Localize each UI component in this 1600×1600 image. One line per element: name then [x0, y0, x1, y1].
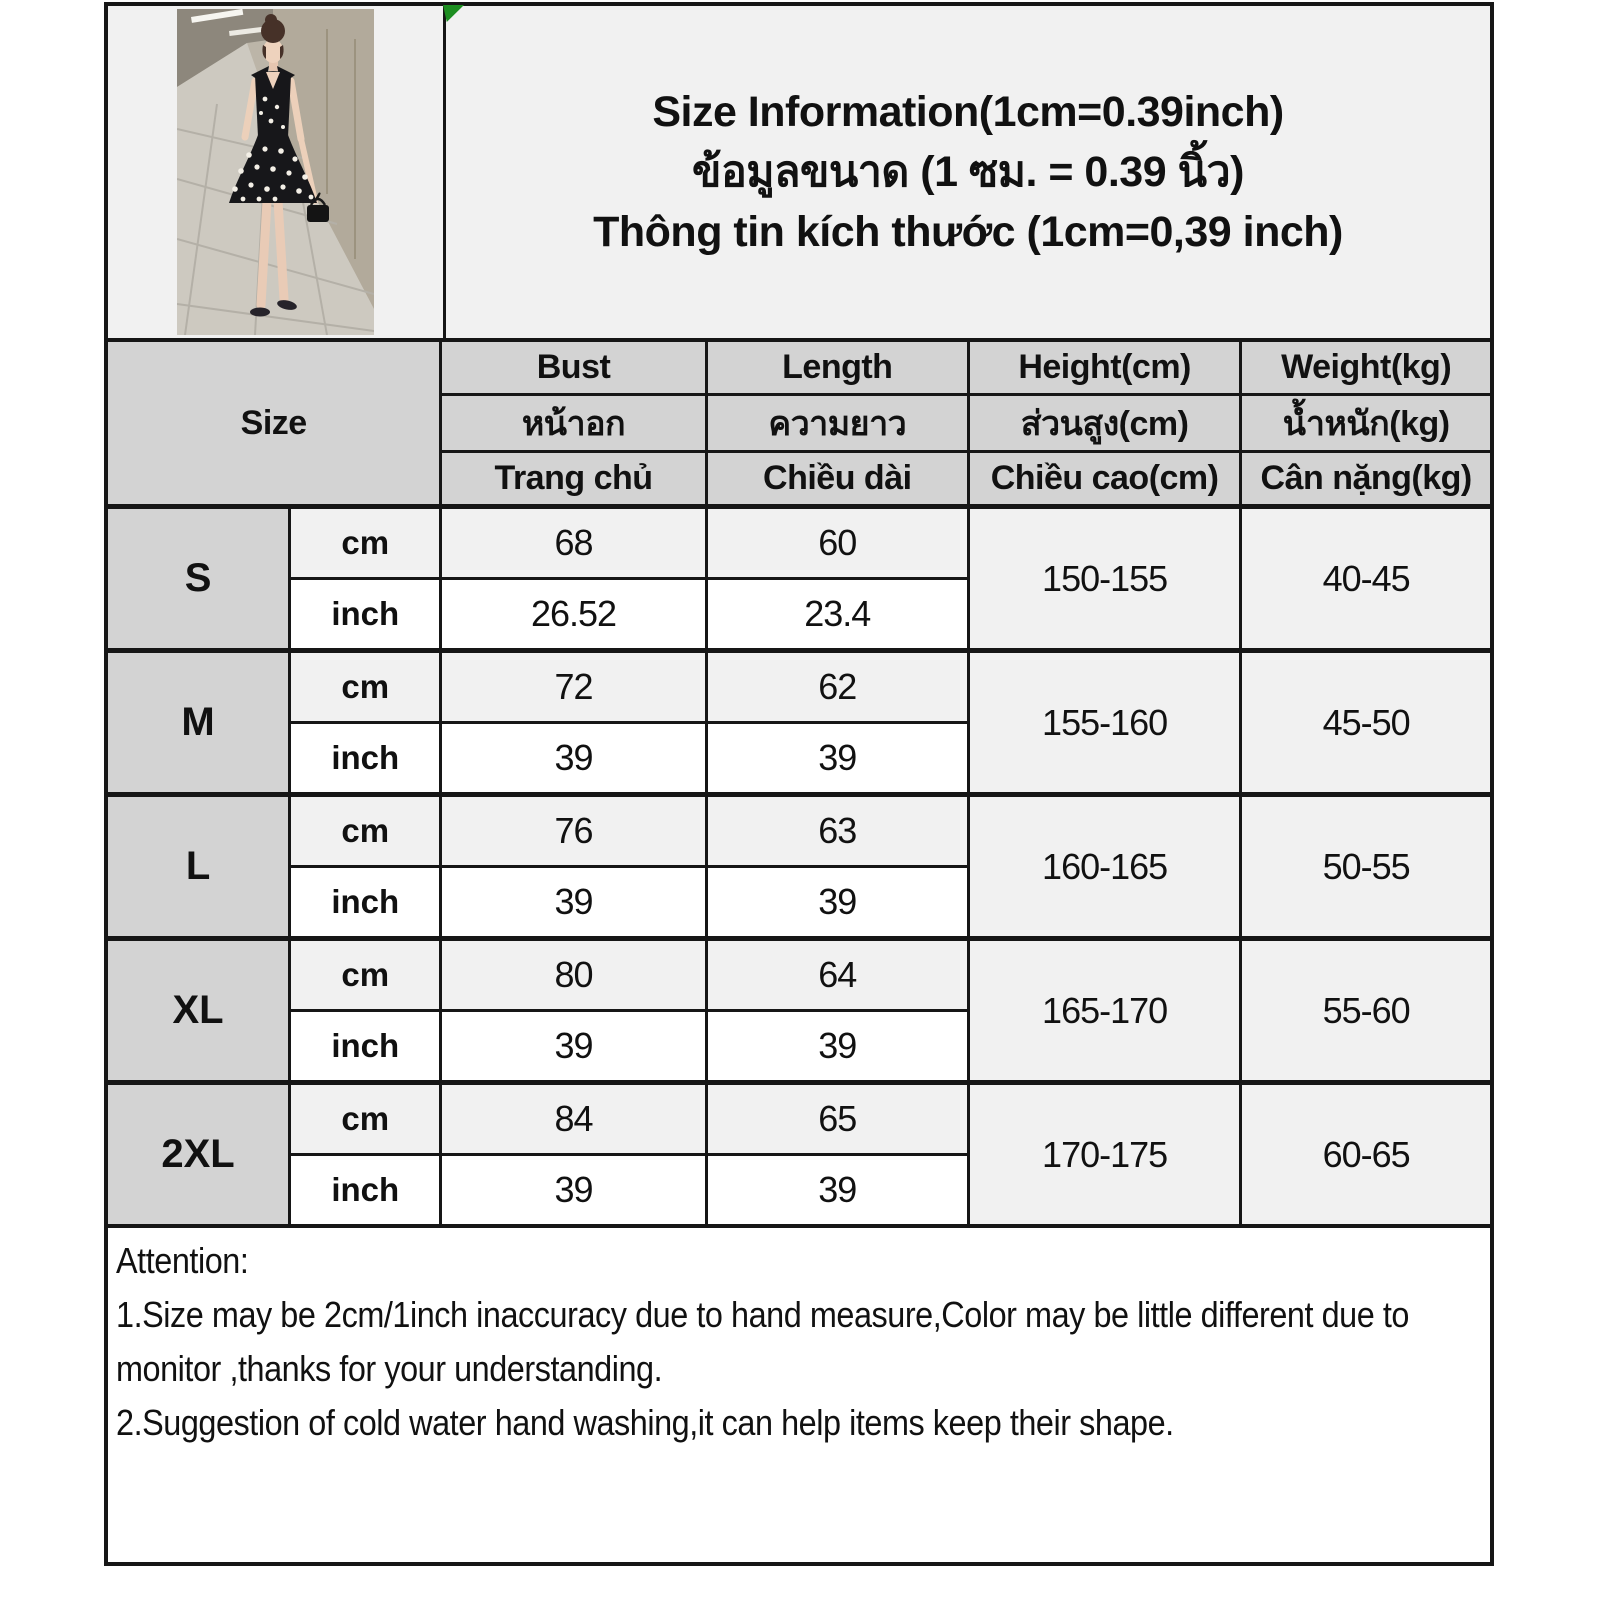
product-photo-image [177, 9, 374, 335]
size-label-xl: XL [106, 939, 290, 1083]
unit-label-inch: inch [290, 723, 441, 795]
bust-inch-value: 39 [441, 1011, 706, 1083]
height-range-value: 150-155 [968, 507, 1240, 651]
table-row [106, 507, 1492, 579]
height-range-value: 165-170 [968, 939, 1240, 1083]
height-range-value: 160-165 [968, 795, 1240, 939]
weight-range-value: 55-60 [1241, 939, 1492, 1083]
bust-inch-value: 39 [441, 723, 706, 795]
length-cm-value: 65 [706, 1083, 968, 1155]
bust-cm-value: 68 [441, 507, 706, 579]
col-header-weight-en: Weight(kg) [1241, 340, 1492, 395]
bust-cm-value: 84 [441, 1083, 706, 1155]
unit-label-cm: cm [290, 795, 441, 867]
col-header-height-en: Height(cm) [968, 340, 1240, 395]
page-title-th: ข้อมูลขนาด (1 ซม. = 0.39 นิ้ว) [692, 148, 1244, 196]
unit-label-inch: inch [290, 1011, 441, 1083]
table-row [106, 1083, 1492, 1155]
unit-label-cm: cm [290, 651, 441, 723]
unit-label-inch: inch [290, 579, 441, 651]
unit-label-cm: cm [290, 1083, 441, 1155]
header-section [104, 2, 1494, 338]
unit-label-inch: inch [290, 1155, 441, 1227]
size-label-s: S [106, 507, 290, 651]
height-range-value: 155-160 [968, 651, 1240, 795]
length-cm-value: 63 [706, 795, 968, 867]
col-header-weight-th: น้ำหนัก(kg) [1241, 395, 1492, 452]
size-table [104, 338, 1494, 1228]
table-row [106, 939, 1492, 1011]
unit-label-inch: inch [290, 867, 441, 939]
attention-title: Attention: [116, 1240, 249, 1281]
bust-cm-value: 80 [441, 939, 706, 1011]
attention-text-block [116, 1234, 1481, 1450]
length-cm-value: 62 [706, 651, 968, 723]
col-header-weight-vi: Cân nặng(kg) [1241, 452, 1492, 507]
size-corner-header: Size [106, 340, 441, 507]
weight-range-value: 50-55 [1241, 795, 1492, 939]
unit-label-cm: cm [290, 939, 441, 1011]
bust-cm-value: 72 [441, 651, 706, 723]
col-header-length-en: Length [706, 340, 968, 395]
height-range-value: 170-175 [968, 1083, 1240, 1227]
size-chart-sheet [104, 2, 1494, 1566]
length-cm-value: 60 [706, 507, 968, 579]
col-header-bust-en: Bust [441, 340, 706, 395]
attention-note-2: 2.Suggestion of cold water hand washing,it can help items keep their shape. [116, 1402, 1174, 1443]
col-header-height-th: ส่วนสูง(cm) [968, 395, 1240, 452]
attention-section [104, 1228, 1494, 1566]
col-header-length-vi: Chiều dài [706, 452, 968, 507]
size-info-title-block [446, 6, 1490, 338]
bust-cm-value: 76 [441, 795, 706, 867]
bust-inch-value: 26.52 [441, 579, 706, 651]
length-inch-value: 39 [706, 723, 968, 795]
col-header-height-vi: Chiều cao(cm) [968, 452, 1240, 507]
unit-label-cm: cm [290, 507, 441, 579]
product-photo-art [177, 9, 374, 335]
size-label-2xl: 2XL [106, 1083, 290, 1227]
table-row [106, 795, 1492, 867]
attention-note-1: 1.Size may be 2cm/1inch inaccuracy due to hand measure,Color may be little different due to monitor ,thanks for your understanding. [116, 1294, 1409, 1389]
size-label-m: M [106, 651, 290, 795]
size-label-l: L [106, 795, 290, 939]
page-title-en: Size Information(1cm=0.39inch) [652, 88, 1284, 136]
col-header-length-th: ความยาว [706, 395, 968, 452]
length-inch-value: 23.4 [706, 579, 968, 651]
table-row [106, 651, 1492, 723]
length-inch-value: 39 [706, 867, 968, 939]
length-inch-value: 39 [706, 1011, 968, 1083]
length-inch-value: 39 [706, 1155, 968, 1227]
length-cm-value: 64 [706, 939, 968, 1011]
weight-range-value: 60-65 [1241, 1083, 1492, 1227]
weight-range-value: 45-50 [1241, 651, 1492, 795]
weight-range-value: 40-45 [1241, 507, 1492, 651]
bust-inch-value: 39 [441, 867, 706, 939]
col-header-bust-th: หน้าอก [441, 395, 706, 452]
col-header-bust-vi: Trang chủ [441, 452, 706, 507]
product-photo-cell [108, 6, 446, 338]
page-title-vi: Thông tin kích thước (1cm=0,39 inch) [593, 208, 1343, 256]
bust-inch-value: 39 [441, 1155, 706, 1227]
